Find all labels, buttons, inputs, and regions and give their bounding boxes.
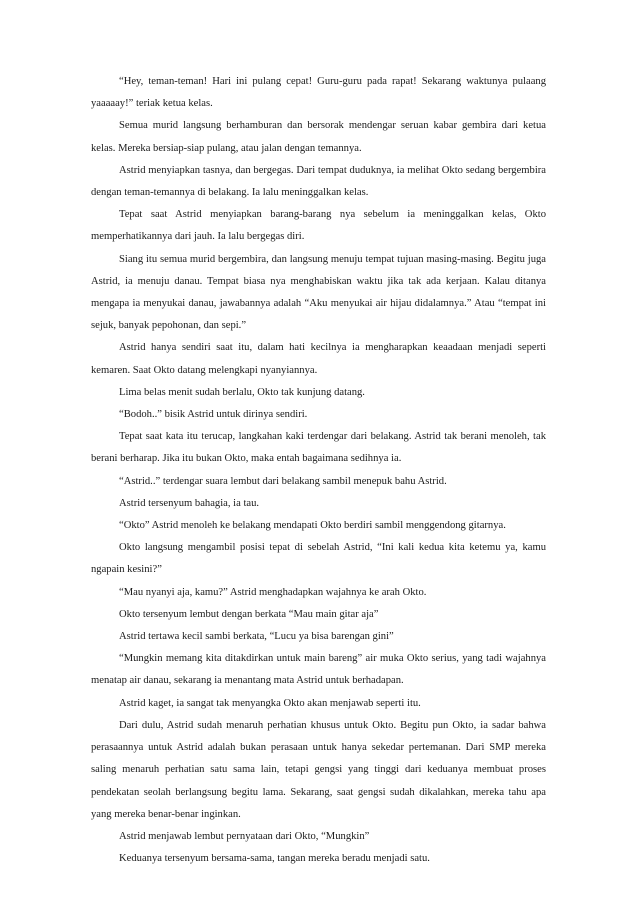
paragraph-20: Astrid menjawab lembut pernyataan dari Okto, “Mungkin” [119, 830, 370, 842]
paragraph-19: Dari dulu, Astrid sudah menaruh perhatian khusus untuk Okto. Begitu pun Okto, ia sadar bahwa perasaannya untuk Astrid adalah bukan perasaan untuk hanya sekedar pertemanan. Dari SMP mereka saling menaruh perhatian satu sama lain, tetapi gengsi yang tinggi dari keduanya membuat proses pendekatan seolah berlangsung begitu lama. Sekarang, saat gengsi sudah dikalahkan, mereka tahu apa yang mereka benar-benar inginkan. [91, 719, 546, 820]
paragraph-7: Lima belas menit sudah berlalu, Okto tak kunjung datang. [119, 386, 365, 398]
paragraph-3: Astrid menyiapkan tasnya, dan bergegas. Dari tempat duduknya, ia melihat Okto sedang bergembira dengan teman-temannya di belakang. Ia lalu meninggalkan kelas. [91, 164, 546, 199]
paragraph-1: “Hey, teman-teman! Hari ini pulang cepat! Guru-guru pada rapat! Sekarang waktunya pulaang yaaaaay!” teriak ketua kelas. [91, 76, 546, 110]
paragraph-5: Siang itu semua murid bergembira, dan langsung menuju tempat tujuan masing-masing. Begitu juga Astrid, ia menuju danau. Tempat biasa nya menghabiskan waktu jika tak ada kerjaan. Kalau ditanya mengapa ia menyukai danau, jawabannya adalah “Aku menyukai air hijau didalamnya.” Atau “tempat ini sejuk, banyak pepohonan, dan sepi.” [91, 253, 546, 332]
paragraph-2: Semua murid langsung berhamburan dan bersorak mendengar seruan kabar gembira dari ketua kelas. Mereka bersiap-siap pulang, atau jalan dengan temannya. [91, 120, 546, 154]
paragraph-18: Astrid kaget, ia sangat tak menyangka Okto akan menjawab seperti itu. [119, 697, 421, 709]
paragraph-17: “Mungkin memang kita ditakdirkan untuk main bareng” air muka Okto serius, yang tadi wajahnya menatap air danau, sekarang ia menantang mata Astrid untuk berhadapan. [91, 653, 546, 687]
paragraph-10: “Astrid..” terdengar suara lembut dari belakang sambil menepuk bahu Astrid. [119, 475, 447, 487]
story-text [91, 71, 546, 870]
paragraph-16: Astrid tertawa kecil sambi berkata, “Lucu ya bisa barengan gini” [119, 631, 394, 643]
paragraph-12: “Okto” Astrid menoleh ke belakang mendapati Okto berdiri sambil menggendong gitarnya. [119, 520, 506, 532]
paragraph-14: “Mau nyanyi aja, kamu?” Astrid menghadapkan wajahnya ke arah Okto. [119, 586, 427, 598]
paragraph-13: Okto langsung mengambil posisi tepat di sebelah Astrid, “Ini kali kedua kita ketemu ya, kamu ngapain kesini?” [91, 542, 546, 576]
paragraph-4: Tepat saat Astrid menyiapkan barang-barang nya sebelum ia meninggalkan kelas, Okto memperhatikannya dari jauh. Ia lalu bergegas diri. [91, 209, 546, 243]
paragraph-9: Tepat saat kata itu terucap, langkahan kaki terdengar dari belakang. Astrid tak berani menoleh, tak berani berharap. Jika itu bukan Okto, maka entah bagaimana sedihnya ia. [91, 431, 546, 465]
paragraph-11: Astrid tersenyum bahagia, ia tau. [119, 497, 260, 509]
paragraph-6: Astrid hanya sendiri saat itu, dalam hati kecilnya ia mengharapkan keaadaan menjadi seperti kemaren. Saat Okto datang melengkapi nyanyiannya. [91, 342, 546, 376]
paragraph-8: “Bodoh..” bisik Astrid untuk dirinya sendiri. [119, 409, 308, 421]
paragraph-15: Okto tersenyum lembut dengan berkata “Mau main gitar aja” [119, 608, 379, 620]
paragraph-21: Keduanya tersenyum bersama-sama, tangan mereka beradu menjadi satu. [119, 853, 430, 865]
